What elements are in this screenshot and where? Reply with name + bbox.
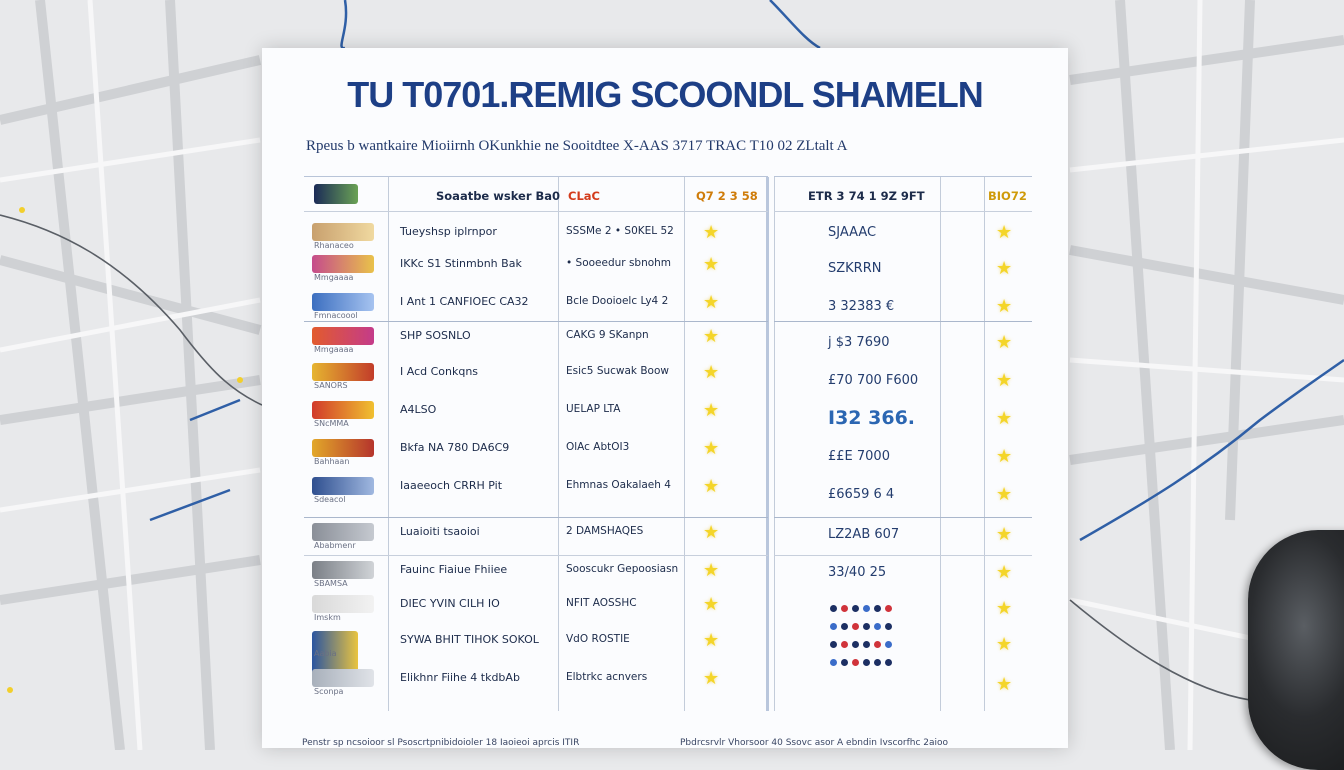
brand-label: Imskm [314,613,341,622]
star-icon: ★ [703,254,720,274]
brand-label: Rhanaceo [314,241,354,250]
star-icon: ★ [703,222,720,242]
product-detail: Bcle Dooioelc Ly4 2 [566,295,669,307]
brand-logo [312,595,374,613]
brand-logo [312,439,374,457]
price-value: £70 700 F600 [828,373,919,388]
product-name: A4LSO [400,403,437,416]
product-detail: UELAP LTA [566,403,621,415]
price-value: £6659 6 4 [828,487,895,502]
product-name: I Acd Conkqns [400,365,479,378]
product-name: Bkfa NA 780 DA6C9 [400,441,510,454]
brand-label: Sdeacol [314,495,346,504]
left-header-2: CLaC [568,189,600,203]
product-detail: NFIT AOSSHC [566,597,637,609]
price-value: ££E 7000 [828,449,890,464]
price-value: 33/40 25 [828,565,887,580]
page-subtitle: Rpeus b wantkaire Mioiirnh OKunkhie ne Sooitdtee X-AAS 3717 TRAC T10 02 ZLtalt A [306,138,848,154]
product-detail: Elbtrkc acnvers [566,671,648,683]
left-table [304,176,768,711]
brand-logo [312,327,374,345]
brand-logo [312,293,374,311]
star-icon: ★ [996,258,1013,278]
star-icon: ★ [703,560,720,580]
brand-logo [312,669,374,687]
star-icon: ★ [996,370,1013,390]
star-icon: ★ [996,446,1013,466]
star-icon: ★ [703,668,720,688]
puck-object [1248,530,1344,770]
star-icon: ★ [703,476,720,496]
brand-logo [312,477,374,495]
brand-logo [312,523,374,541]
product-detail: OlAc AbtOI3 [566,441,630,453]
right-header-1: ETR 3 74 1 9Z 9FT [808,189,925,203]
star-icon: ★ [703,362,720,382]
product-detail: • Sooeedur sbnohm [566,257,672,269]
star-icon: ★ [703,400,720,420]
price-value: j $3 7690 [828,335,890,350]
product-detail: Ehmnas Oakalaeh 4 [566,479,671,491]
star-icon: ★ [703,292,720,312]
star-icon: ★ [703,438,720,458]
product-detail: VdO ROSTIE [566,633,630,645]
product-detail: Sooscukr Gepoosiasn [566,563,679,575]
product-name: Iaaeeoch CRRH Pit [400,479,503,492]
star-icon: ★ [996,562,1013,582]
brand-logo [312,561,374,579]
star-icon: ★ [996,524,1013,544]
product-name: Elikhnr Fiihe 4 tkdbAb [400,671,520,684]
brand-logo [312,363,374,381]
product-name: Luaioiti tsaoioi [400,525,480,538]
footer-left: Penstr sp ncsoioor sl Psoscrtpnibidoioler 18 Iaoieoi aprcis ITIR [302,738,580,748]
right-header-2: BIO72 [988,189,1027,203]
brand-logo [312,255,374,273]
product-name: Tueyshsp iplrnpor [400,225,497,238]
color-dot-grid [828,600,908,672]
brand-label: SNcMMA [314,419,349,428]
star-icon: ★ [996,484,1013,504]
product-name: DIEC YVIN CILH IO [400,597,500,610]
left-header-1: Soaatbe wsker Ba0 [436,189,561,203]
brand-label: Bahhaan [314,457,350,466]
brand-logo [312,401,374,419]
star-icon: ★ [703,594,720,614]
price-value: 3 32383 € [828,299,895,314]
product-detail: CAKG 9 SKanpn [566,329,649,341]
page-title: TU T0701.REMIG SCOONDL SHAMELN [347,74,983,115]
price-value: SJAAAC [828,225,877,240]
star-icon: ★ [996,634,1013,654]
product-detail: 2 DAMSHAQES [566,525,644,537]
star-icon: ★ [703,326,720,346]
brand-label: Aabia [314,649,337,658]
star-icon: ★ [996,222,1013,242]
price-value: SZKRRN [828,261,882,276]
product-name: Fauinc Fiaiue Fhiiee [400,563,508,576]
brand-label: SBAMSA [314,579,348,588]
star-icon: ★ [996,598,1013,618]
document-sheet [262,48,1068,748]
footer-right: Pbdrcsrvlr Vhorsoor 40 Ssovc asor A ebndin Ivscorfhc 2aioo [680,738,949,748]
brand-label: Mmgaaaa [314,273,354,282]
header-logo [314,184,358,204]
product-name: SYWA BHIT TIHOK SOKOL [400,633,539,646]
brand-label: Sconpa [314,687,344,696]
brand-label: SANORS [314,381,348,390]
product-detail: Esic5 Sucwak Boow [566,365,669,377]
star-icon: ★ [996,332,1013,352]
star-icon: ★ [996,296,1013,316]
price-value: LZ2AB 607 [828,527,900,542]
brand-label: Mmgaaaa [314,345,354,354]
left-header-3: Q7 2 3 58 [696,189,758,203]
star-icon: ★ [703,522,720,542]
price-value: I32 366. [828,407,916,429]
brand-logo [312,223,374,241]
product-name: I Ant 1 CANFIOEC CA32 [400,295,529,308]
product-name: IKKc S1 Stinmbnh Bak [400,257,522,270]
product-detail: SSSMe 2 • S0KEL 52 [566,225,674,237]
star-icon: ★ [996,408,1013,428]
star-icon: ★ [996,674,1013,694]
product-name: SHP SOSNLO [400,329,471,342]
star-icon: ★ [703,630,720,650]
brand-label: Fmnacoool [314,311,358,320]
brand-label: Ababmenr [314,541,356,550]
